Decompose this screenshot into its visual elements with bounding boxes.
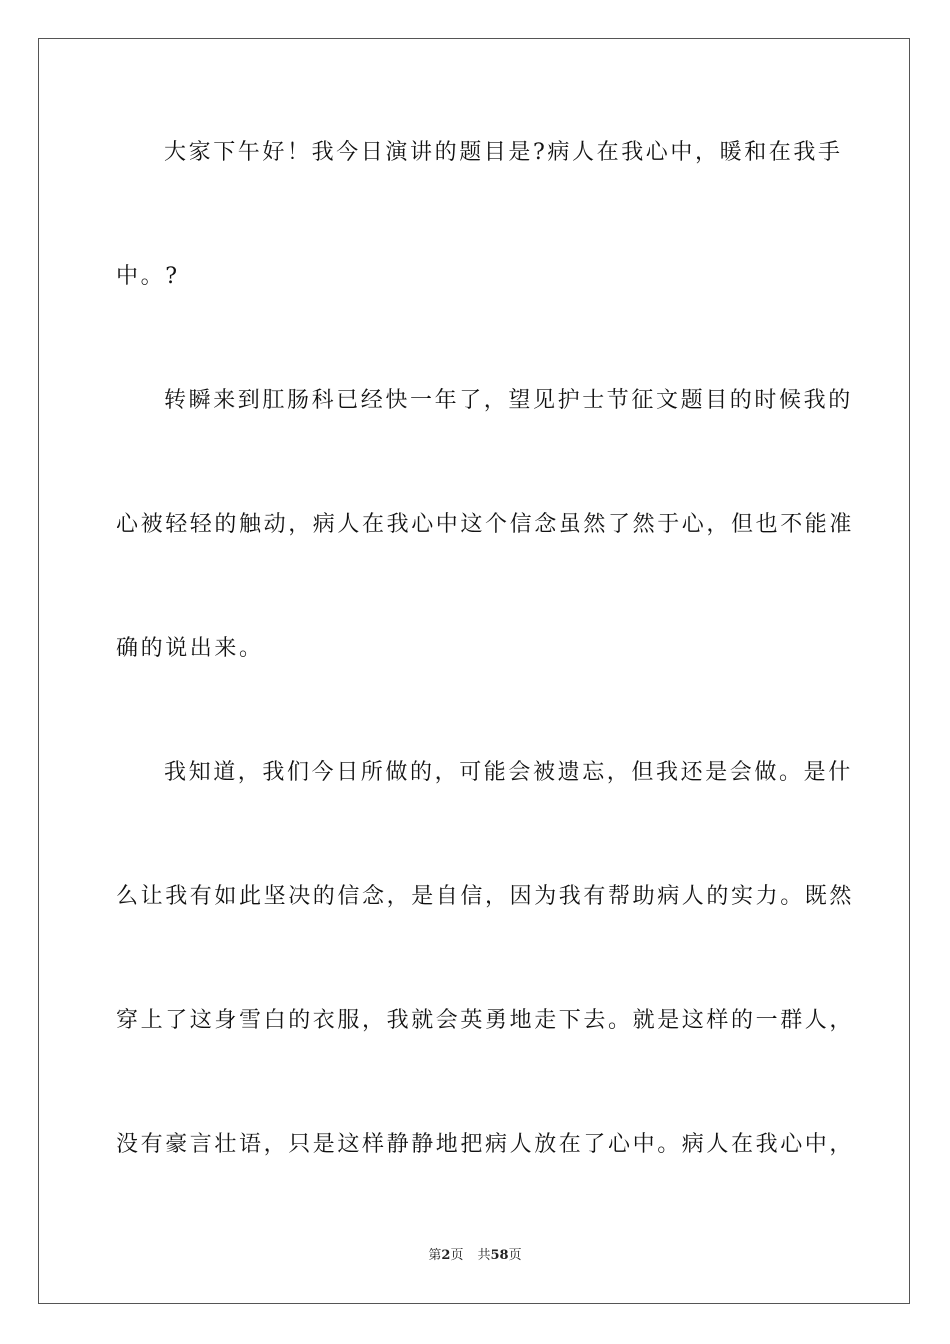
- paragraph-line: 大家下午好！我今日演讲的题目是?病人在我心中，暖和在我手: [164, 140, 843, 165]
- paragraph-line: 没有豪言壮语，只是这样静静地把病人放在了心中。病人在我心中，: [116, 1132, 855, 1157]
- paragraph-line: 么让我有如此坚决的信念，是自信，因为我有帮助病人的实力。既然: [116, 884, 855, 909]
- page-footer: [0, 1247, 950, 1265]
- paragraph-line: 中。?: [116, 264, 180, 289]
- paragraph-line: 确的说出来。: [116, 636, 264, 661]
- paragraph-line: 心被轻轻的触动，病人在我心中这个信念虽然了然于心，但也不能准: [116, 512, 855, 537]
- paragraph-line: 我知道，我们今日所做的，可能会被遗忘，但我还是会做。是什: [164, 760, 853, 785]
- paragraph-line: 转瞬来到肛肠科已经快一年了，望见护士节征文题目的时候我的: [164, 388, 853, 413]
- page-prefix: 第: [428, 1248, 442, 1263]
- page-number: 2: [441, 1248, 451, 1263]
- page-unit: 页: [450, 1248, 464, 1263]
- paragraph-line: 穿上了这身雪白的衣服，我就会英勇地走下去。就是这样的一群人，: [116, 1008, 855, 1033]
- total-prefix: 共: [477, 1248, 491, 1263]
- total-pages: 58: [490, 1248, 509, 1263]
- page-border: [38, 38, 910, 1304]
- total-unit: 页: [508, 1248, 522, 1263]
